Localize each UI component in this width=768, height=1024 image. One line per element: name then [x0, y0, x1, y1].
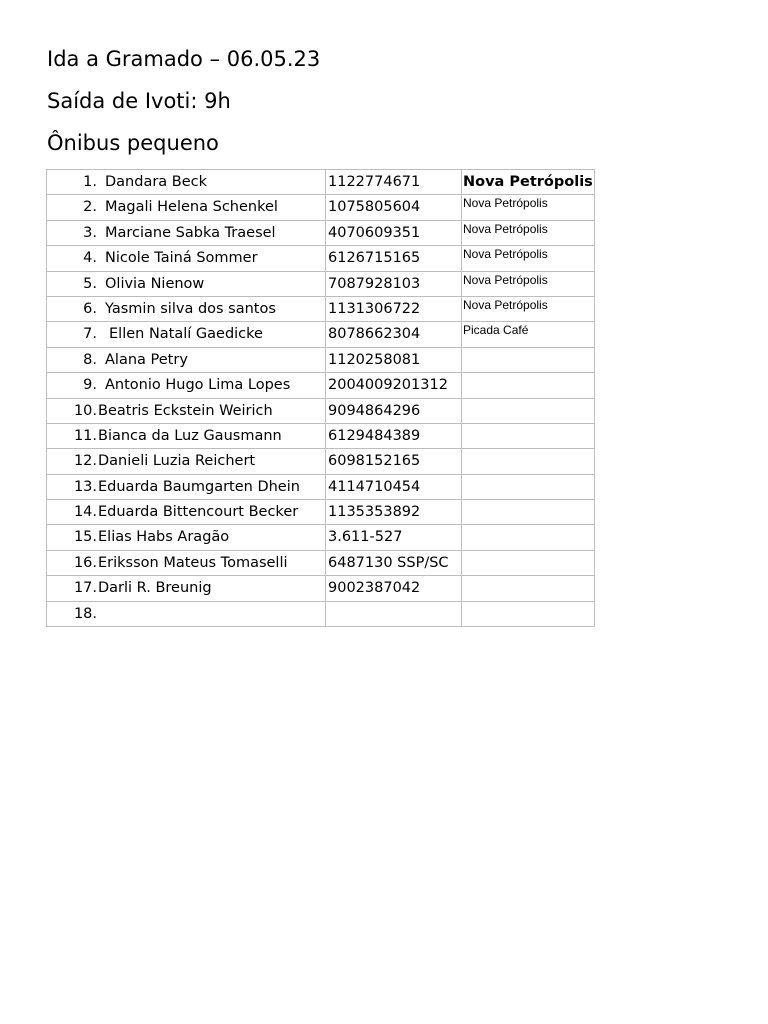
table-row	[47, 576, 595, 601]
passenger-name-cell	[47, 525, 326, 550]
row-number: 2.	[83, 199, 97, 216]
passenger-name: Beatris Eckstein Weirich	[98, 402, 273, 419]
passenger-name: Elias Habs Aragão	[98, 529, 230, 546]
destination-city: Nova Petrópolis	[462, 246, 595, 271]
departure-info: Saída de Ivoti: 9h	[47, 89, 231, 113]
passenger-name-cell	[47, 449, 326, 474]
table-row	[47, 525, 595, 550]
passenger-name: Eriksson Mateus Tomaselli	[98, 554, 288, 571]
table-row	[47, 398, 595, 423]
destination-city	[462, 525, 595, 550]
passenger-name: Alana Petry	[105, 351, 188, 368]
destination-city: Nova Petrópolis	[462, 170, 595, 195]
passenger-name: Nicole Tainá Sommer	[105, 250, 258, 267]
passenger-name: Yasmin silva dos santos	[105, 300, 276, 317]
passenger-name: Danieli Luzia Reichert	[98, 453, 256, 470]
row-number: 1.	[83, 174, 97, 190]
passenger-name: Dandara Beck	[105, 174, 208, 190]
passenger-name: Olivia Nienow	[105, 275, 205, 292]
row-number: 7.	[83, 326, 97, 343]
passenger-name: Marciane Sabka Traesel	[105, 224, 276, 241]
table-row	[47, 500, 595, 525]
passenger-table	[46, 169, 595, 627]
passenger-name-cell	[47, 373, 326, 398]
document-number: 9094864296	[326, 398, 462, 423]
document-number: 1075805604	[326, 195, 462, 220]
row-number: 3.	[83, 224, 97, 241]
destination-city: Nova Petrópolis	[462, 296, 595, 321]
destination-city	[462, 550, 595, 575]
document-number: 8078662304	[326, 322, 462, 347]
table-row	[47, 322, 595, 347]
passenger-name-cell	[47, 500, 326, 525]
row-number: 18.	[73, 605, 97, 622]
row-number: 4.	[83, 250, 97, 267]
bus-type: Ônibus pequeno	[47, 131, 219, 155]
destination-city	[462, 398, 595, 423]
row-number: 9.	[83, 377, 97, 394]
passenger-name-cell	[47, 550, 326, 575]
destination-city: Nova Petrópolis	[462, 271, 595, 296]
row-number: 11.	[73, 427, 97, 444]
table-row	[47, 423, 595, 448]
destination-city	[462, 601, 595, 626]
document-number: 9002387042	[326, 576, 462, 601]
document-number	[326, 601, 462, 626]
table-row	[47, 601, 595, 626]
document-number: 1131306722	[326, 296, 462, 321]
table-row	[47, 474, 595, 499]
table-row	[47, 373, 595, 398]
passenger-name: Eduarda Bittencourt Becker	[98, 504, 299, 521]
document-number: 1120258081	[326, 347, 462, 372]
destination-city	[462, 576, 595, 601]
table-row	[47, 296, 595, 321]
table-row	[47, 449, 595, 474]
table-row	[47, 170, 595, 195]
destination-city	[462, 347, 595, 372]
passenger-name-cell	[47, 423, 326, 448]
row-number: 12.	[73, 453, 97, 470]
passenger-name: Bianca da Luz Gausmann	[98, 427, 282, 444]
passenger-name-cell	[47, 246, 326, 271]
row-number: 17.	[73, 580, 97, 597]
document-number: 7087928103	[326, 271, 462, 296]
passenger-name-cell	[47, 601, 326, 626]
passenger-name: Ellen Natalí Gaedicke	[109, 326, 263, 343]
trip-title: Ida a Gramado – 06.05.23	[47, 47, 321, 71]
document-number: 4070609351	[326, 220, 462, 245]
passenger-name-cell	[47, 195, 326, 220]
row-number: 15.	[73, 529, 97, 546]
passenger-name-cell	[47, 347, 326, 372]
document-number: 6129484389	[326, 423, 462, 448]
row-number: 5.	[83, 275, 97, 292]
row-number: 13.	[73, 478, 97, 495]
passenger-name-cell	[47, 322, 326, 347]
row-number: 8.	[83, 351, 97, 368]
passenger-name-cell	[47, 576, 326, 601]
passenger-name-cell	[47, 220, 326, 245]
row-number: 6.	[83, 300, 97, 317]
destination-city	[462, 449, 595, 474]
table-row	[47, 195, 595, 220]
document-number: 1135353892	[326, 500, 462, 525]
destination-city	[462, 373, 595, 398]
passenger-name-cell	[47, 271, 326, 296]
table-row	[47, 220, 595, 245]
passenger-name: Eduarda Baumgarten Dhein	[98, 478, 300, 495]
passenger-name-cell	[47, 296, 326, 321]
passenger-name-cell	[47, 398, 326, 423]
passenger-name-cell	[47, 474, 326, 499]
document-number: 2004009201312	[326, 373, 462, 398]
document-number: 4114710454	[326, 474, 462, 499]
document-number: 6126715165	[326, 246, 462, 271]
table-row	[47, 246, 595, 271]
destination-city	[462, 423, 595, 448]
document-number: 6098152165	[326, 449, 462, 474]
document-number: 1122774671	[326, 170, 462, 195]
passenger-name: Antonio Hugo Lima Lopes	[105, 377, 291, 394]
document-number: 3.611-527	[326, 525, 462, 550]
destination-city: Nova Petrópolis	[462, 195, 595, 220]
table-row	[47, 271, 595, 296]
row-number: 10.	[73, 402, 97, 419]
row-number: 14.	[73, 504, 97, 521]
destination-city: Nova Petrópolis	[462, 220, 595, 245]
destination-city: Picada Café	[462, 322, 595, 347]
passenger-name-cell	[47, 170, 326, 195]
passenger-name: Darli R. Breunig	[98, 580, 212, 597]
passenger-name: Magali Helena Schenkel	[105, 199, 278, 216]
destination-city	[462, 474, 595, 499]
table-row	[47, 550, 595, 575]
destination-city	[462, 500, 595, 525]
row-number: 16.	[73, 554, 97, 571]
table-row	[47, 347, 595, 372]
document-number: 6487130 SSP/SC	[326, 550, 462, 575]
